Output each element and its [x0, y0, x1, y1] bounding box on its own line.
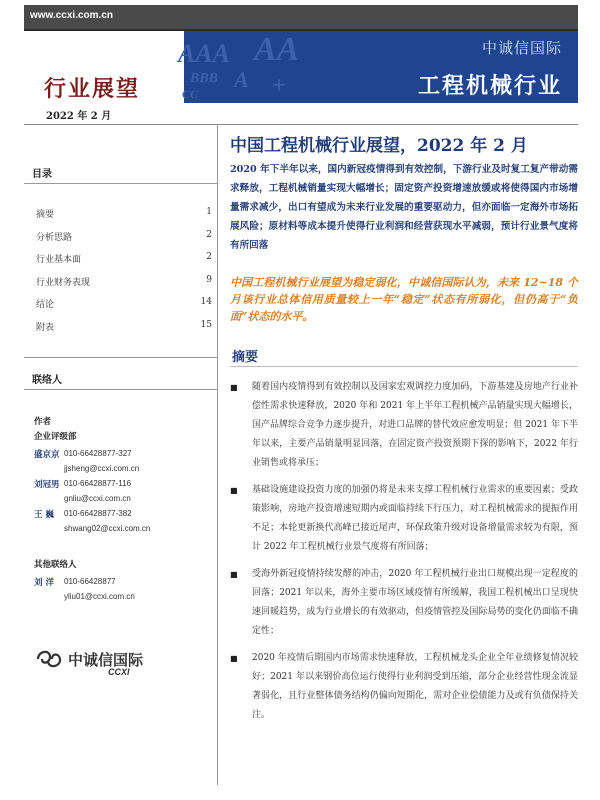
- toc-divider: [24, 183, 218, 184]
- bullet-square-icon: ■: [230, 654, 238, 663]
- toc-heading: 目录: [32, 169, 52, 180]
- logo-text: 中诚信国际: [68, 650, 144, 669]
- header-banner: [178, 31, 578, 103]
- bullet-text: 受海外新冠疫情持续发酵的冲击，2020 年工程机械行业出口规模出现一定程度的回落；2021 年以来，海外主要市场区域疫情有所缓解，我国工程机械出口呈现快速回暖趋势，成为行业增长的有效驱动，但疫情管控及国际局势的变化仍面临不确定性；: [252, 569, 578, 636]
- table-of-contents: [36, 207, 212, 342]
- author-phone: 010-66428877-382: [64, 509, 132, 518]
- toc-item-label: 附表: [36, 322, 55, 333]
- bullet-square-icon: ■: [230, 486, 238, 495]
- toc-item[interactable]: [36, 207, 212, 230]
- lead-paragraph: 2020 年下半年以来，国内新冠疫情得到有效控制，下游行业及时复工复产带动需求释放，工程机械销量实现大幅增长；固定资产投资增速放缓或将使得国内市场增量需求减少，出口有望成为未来行业发展的重要驱动力，但亦面临一定海外市场拓展风险；原材料等成本提升使得行业利润和经营获现水平减弱，预计行业景气度将有所回落: [230, 164, 578, 251]
- summary-bullet: [230, 649, 578, 725]
- author-email[interactable]: jjsheng@ccxi.com.cn: [64, 464, 140, 473]
- contacts: [34, 415, 214, 604]
- toc-item-label: 结论: [36, 300, 55, 310]
- company-logo: [34, 647, 144, 677]
- banner-decoration: +: [272, 73, 286, 99]
- contact-email[interactable]: yliu01@ccxi.com.cn: [64, 592, 135, 601]
- industry-title: 工程机械行业: [417, 73, 562, 99]
- contacts-divider: [24, 389, 218, 390]
- summary-bullet: [230, 378, 578, 473]
- summary-bullet: [230, 565, 578, 641]
- toc-item-page: 9: [206, 274, 212, 285]
- report-title: 中国工程机械行业展望，2022 年 2 月: [230, 136, 528, 156]
- summary-divider: [230, 366, 578, 367]
- contacts-heading: 联络人: [32, 375, 62, 386]
- bullet-text: 基础设施建设投资力度的加强仍将是未来支撑工程机械行业需求的重要因素；受政策影响，房地产投资增速短期内或面临持续下行压力，对工程机械需求的提振作用不足；本轮更新换代高峰已接近尾声，环保政策升级对设备增量需求较为有限，预计 2022 年工程机械行业景气度将有所回落；: [252, 485, 578, 552]
- banner-decoration: AAA: [178, 39, 231, 68]
- contact-row: [34, 589, 214, 604]
- author-label: 作者: [34, 417, 52, 427]
- author-name: 刘冠男: [34, 479, 60, 490]
- toc-item[interactable]: [36, 252, 212, 275]
- logo-icon: [34, 647, 64, 671]
- contact-phone: 010-66428877: [64, 577, 116, 586]
- toc-item-label: 行业财务表现: [36, 277, 91, 288]
- bullet-text: 2020 年疫情后期国内市场需求快速释放，工程机械龙头企业全年业绩修复情况较好；2021 年以来钢价高位运行使得行业利润受到压缩，部分企业经营性现金流显著弱化，且行业整体债务结构仍偏向短期化，需对企业偿债能力及或有负债保持关注。: [252, 653, 578, 720]
- bullet-square-icon: ■: [230, 383, 238, 392]
- summary-bullet: [230, 481, 578, 557]
- contact-row: [34, 574, 214, 589]
- other-contacts-label: 其他联络人: [34, 560, 77, 570]
- outlook-title: 行业展望: [44, 76, 141, 102]
- author-row: [34, 446, 214, 461]
- author-phone: 010-66428877-327: [64, 449, 132, 458]
- outlook-view: 中国工程机械行业展望为稳定弱化，中诚信国际认为，未来 12~18 个月该行业总体信用质量较上一年“稳定”状态有所弱化，但仍高于“负面”状态的水平。: [230, 276, 578, 323]
- author-email[interactable]: shwang02@ccxi.com.cn: [64, 524, 151, 533]
- bullet-square-icon: ■: [230, 570, 238, 579]
- report-date: 2022 年 2 月: [46, 111, 112, 122]
- summary-bullets: [230, 378, 578, 733]
- site-url: www.ccxi.com.cn: [30, 10, 113, 21]
- author-email[interactable]: gnliu@ccxi.com.cn: [64, 494, 131, 503]
- author-row: [34, 461, 214, 476]
- department-label: 企业评级部: [34, 432, 77, 442]
- toc-item[interactable]: [36, 230, 212, 253]
- toc-item-page: 15: [200, 319, 212, 330]
- bullet-text: 随着国内疫情得到有效控制以及国家宏观调控力度加码，下游基建及房地产行业补偿性需求快速释放，2020 年和 2021 年上半年工程机械产品销量实现大幅增长，国产品牌综合竞争力逐步提升，对进口品牌的替代效应愈发明显；但 2021 年下半年以来，主要产品销量明显回落，在固定资产投资预期下探的影响下，2022 年行业销售或将承压；: [252, 382, 578, 468]
- toc-item-page: 2: [206, 252, 212, 262]
- sidebar: [24, 125, 218, 785]
- toc-item[interactable]: [36, 275, 212, 298]
- brand-name: 中诚信国际: [481, 39, 562, 57]
- toc-item-label: 行业基本面: [36, 255, 82, 265]
- banner-decoration: CC: [182, 87, 199, 101]
- banner-decoration: AA: [254, 31, 300, 68]
- author-name: 盛京京: [34, 449, 60, 460]
- summary-heading: 摘要: [232, 350, 259, 365]
- toc-item-page: 1: [206, 207, 212, 217]
- author-row: [34, 491, 214, 506]
- logo-text-en: CCXI: [108, 667, 130, 677]
- toc-item-label: 摘要: [36, 210, 55, 220]
- contact-name: 刘 洋: [34, 577, 54, 588]
- author-phone: 010-66428877-116: [64, 479, 132, 488]
- toc-item-page: 14: [200, 297, 212, 307]
- toc-item[interactable]: [36, 297, 212, 320]
- author-row: [34, 476, 214, 491]
- toc-item[interactable]: [36, 320, 212, 343]
- toc-item-page: 2: [206, 229, 212, 240]
- banner-decoration: A: [234, 67, 249, 92]
- toc-item-label: 分析思路: [36, 232, 73, 243]
- top-bar: [24, 5, 578, 31]
- banner-decoration: BBB: [190, 71, 219, 86]
- author-name: 王 巍: [34, 509, 54, 520]
- author-row: [34, 506, 214, 521]
- contacts-divider-top: [24, 357, 218, 358]
- author-row: [34, 521, 214, 536]
